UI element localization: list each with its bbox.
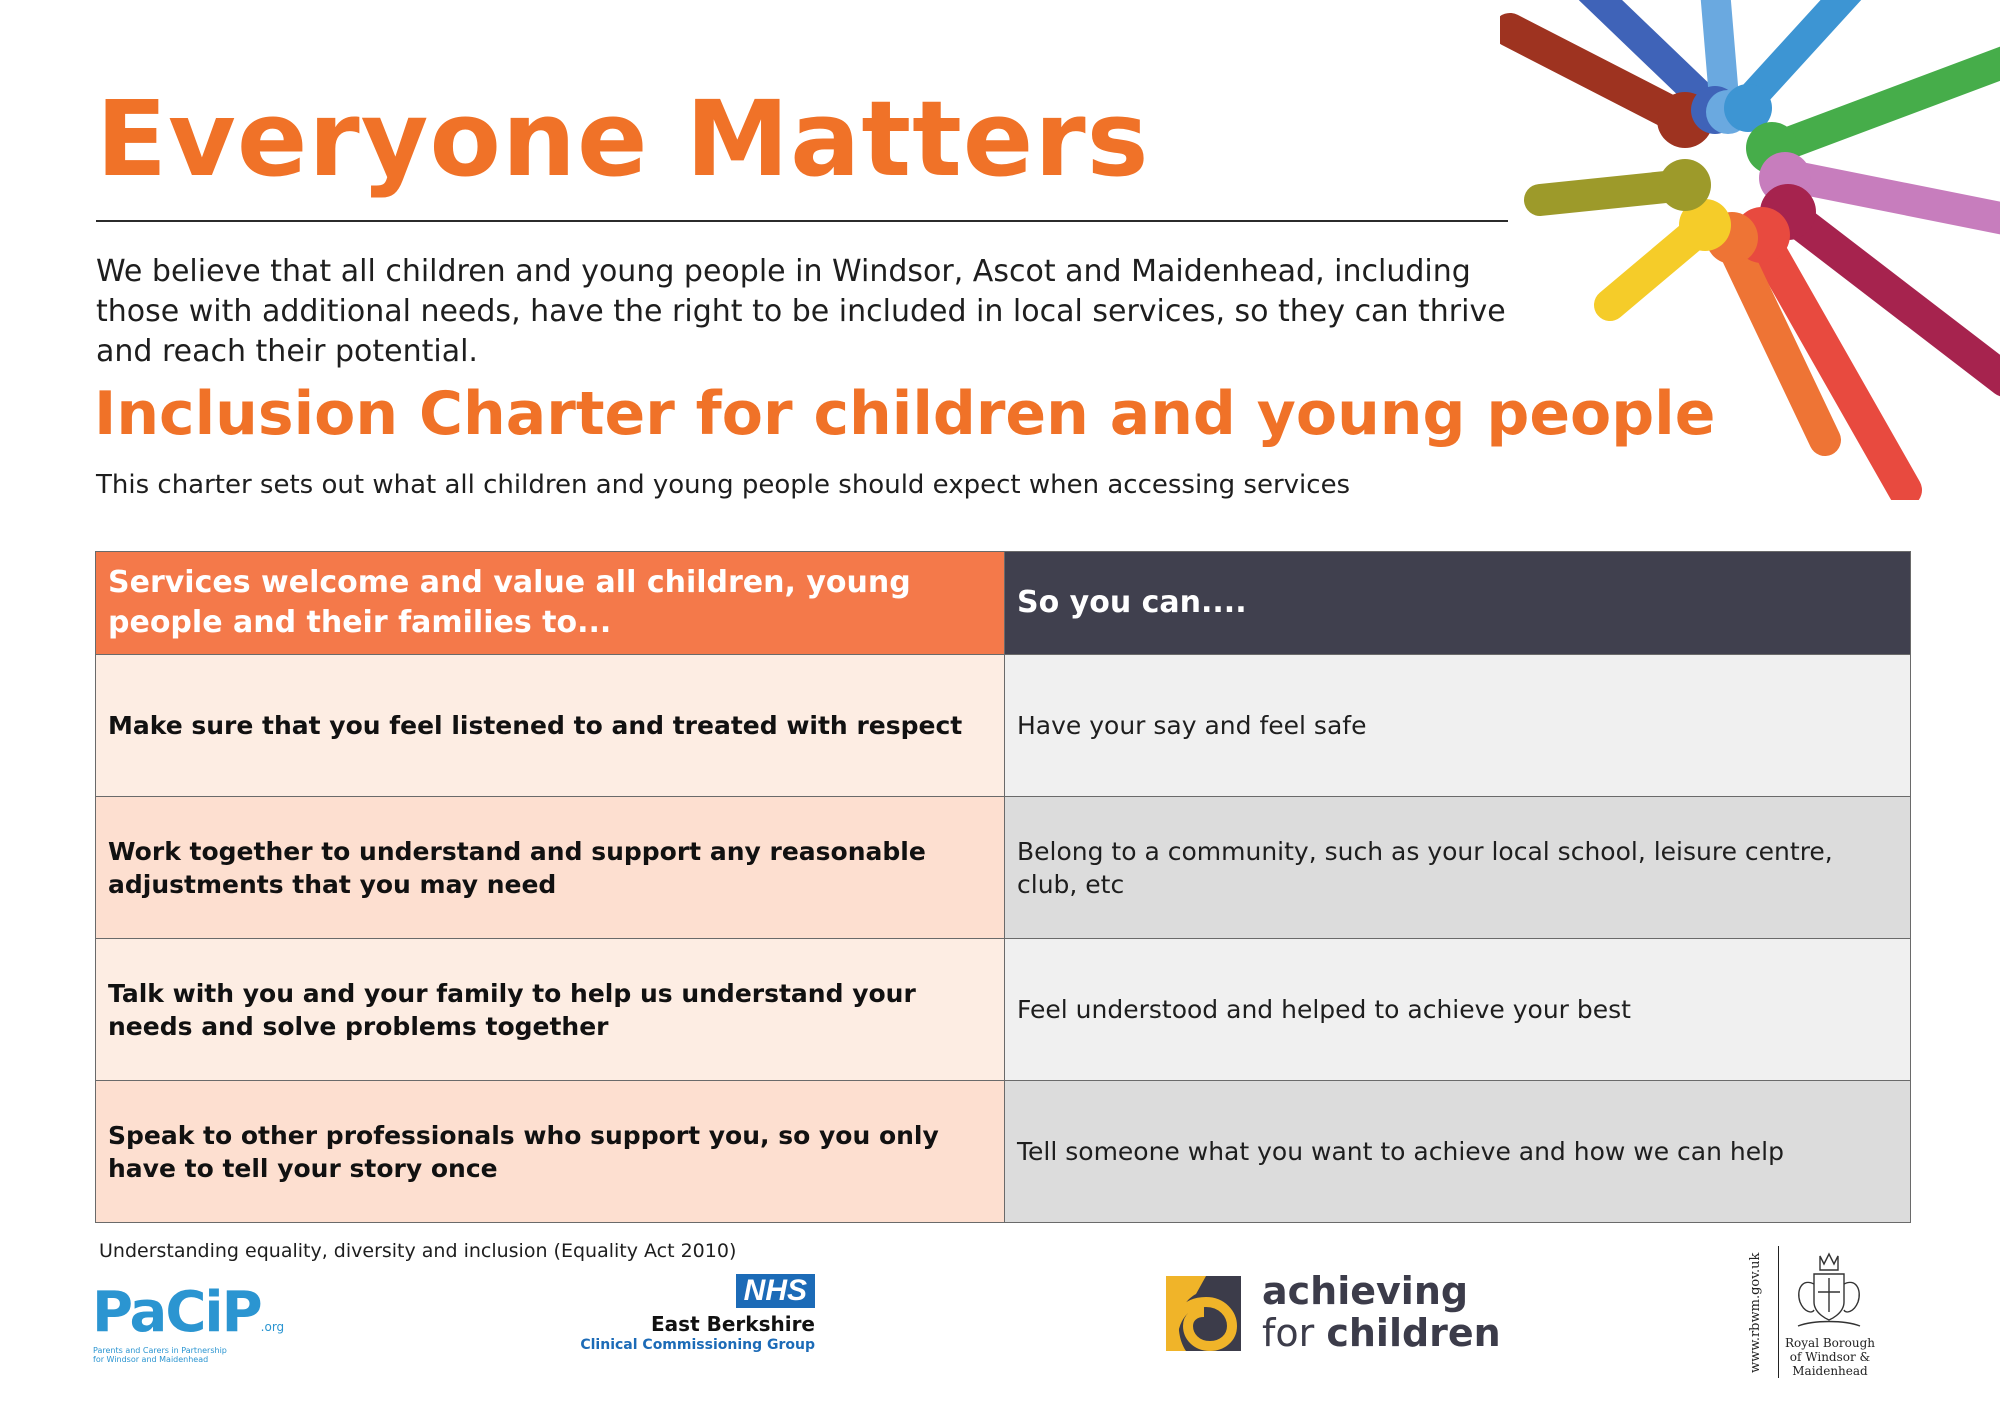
pacip-tagline: Parents and Carers in Partnership for Windsor and Maidenhead <box>93 1346 227 1364</box>
table-row <box>96 797 1911 939</box>
table-header-so-you-can: So you can.... <box>1005 552 1911 655</box>
nhs-ccg-name: Clinical Commissioning Group <box>580 1337 815 1353</box>
table-header-services: Services welcome and value all children, young people and their families to... <box>96 552 1005 655</box>
table-cell-outcome: Have your say and feel safe <box>1005 655 1911 797</box>
nhs-logo <box>560 1274 815 1354</box>
table-cell-commitment: Talk with you and your family to help us understand your needs and solve problems together <box>96 939 1005 1081</box>
table-cell-commitment: Work together to understand and support any reasonable adjustments that you may need <box>96 797 1005 939</box>
achieving-for-children-icon <box>1166 1276 1241 1351</box>
page-title: Everyone Matters <box>96 78 1150 200</box>
table-cell-outcome: Tell someone what you want to achieve and how we can help <box>1005 1081 1911 1223</box>
table-cell-commitment: Make sure that you feel listened to and treated with respect <box>96 655 1005 797</box>
charter-title: Inclusion Charter for children and young people <box>94 379 1716 449</box>
table-row <box>96 1081 1911 1223</box>
rbwm-name: Royal Borough of Windsor & Maidenhead <box>1785 1336 1875 1378</box>
pacip-name: PaCiP <box>92 1280 261 1345</box>
title-divider <box>96 220 1508 222</box>
nhs-badge: NHS <box>736 1274 815 1308</box>
table-row <box>96 939 1911 1081</box>
equality-act-note: Understanding equality, diversity and inclusion (Equality Act 2010) <box>99 1240 737 1262</box>
table-cell-commitment: Speak to other professionals who support you, so you only have to tell your story once <box>96 1081 1005 1223</box>
royal-borough-crest-icon <box>1784 1244 1874 1336</box>
afc-for: for <box>1262 1311 1315 1355</box>
nhs-org-name: East Berkshire <box>651 1312 815 1336</box>
charter-subtitle: This charter sets out what all children and young people should expect when accessing services <box>96 470 1351 500</box>
rainbow-hands-icon <box>1500 0 2000 500</box>
charter-table <box>95 551 1911 1223</box>
intro-paragraph: We believe that all children and young people in Windsor, Ascot and Maidenhead, including those with additional needs, have the right to be included in local services, so they can thrive and reach their potential. <box>96 254 1506 369</box>
table-cell-outcome: Belong to a community, such as your local school, leisure centre, club, etc <box>1005 797 1911 939</box>
afc-wordmark <box>1262 1270 1501 1354</box>
table-row <box>96 655 1911 797</box>
afc-children: children <box>1326 1311 1501 1355</box>
rbwm-url: www.rbwm.gov.uk <box>1748 1252 1763 1373</box>
table-header-row <box>96 552 1911 655</box>
afc-line1: achieving <box>1262 1269 1469 1313</box>
pacip-tld: .org <box>260 1320 285 1334</box>
table-cell-outcome: Feel understood and helped to achieve your best <box>1005 939 1911 1081</box>
afc-line2 <box>1262 1312 1501 1354</box>
